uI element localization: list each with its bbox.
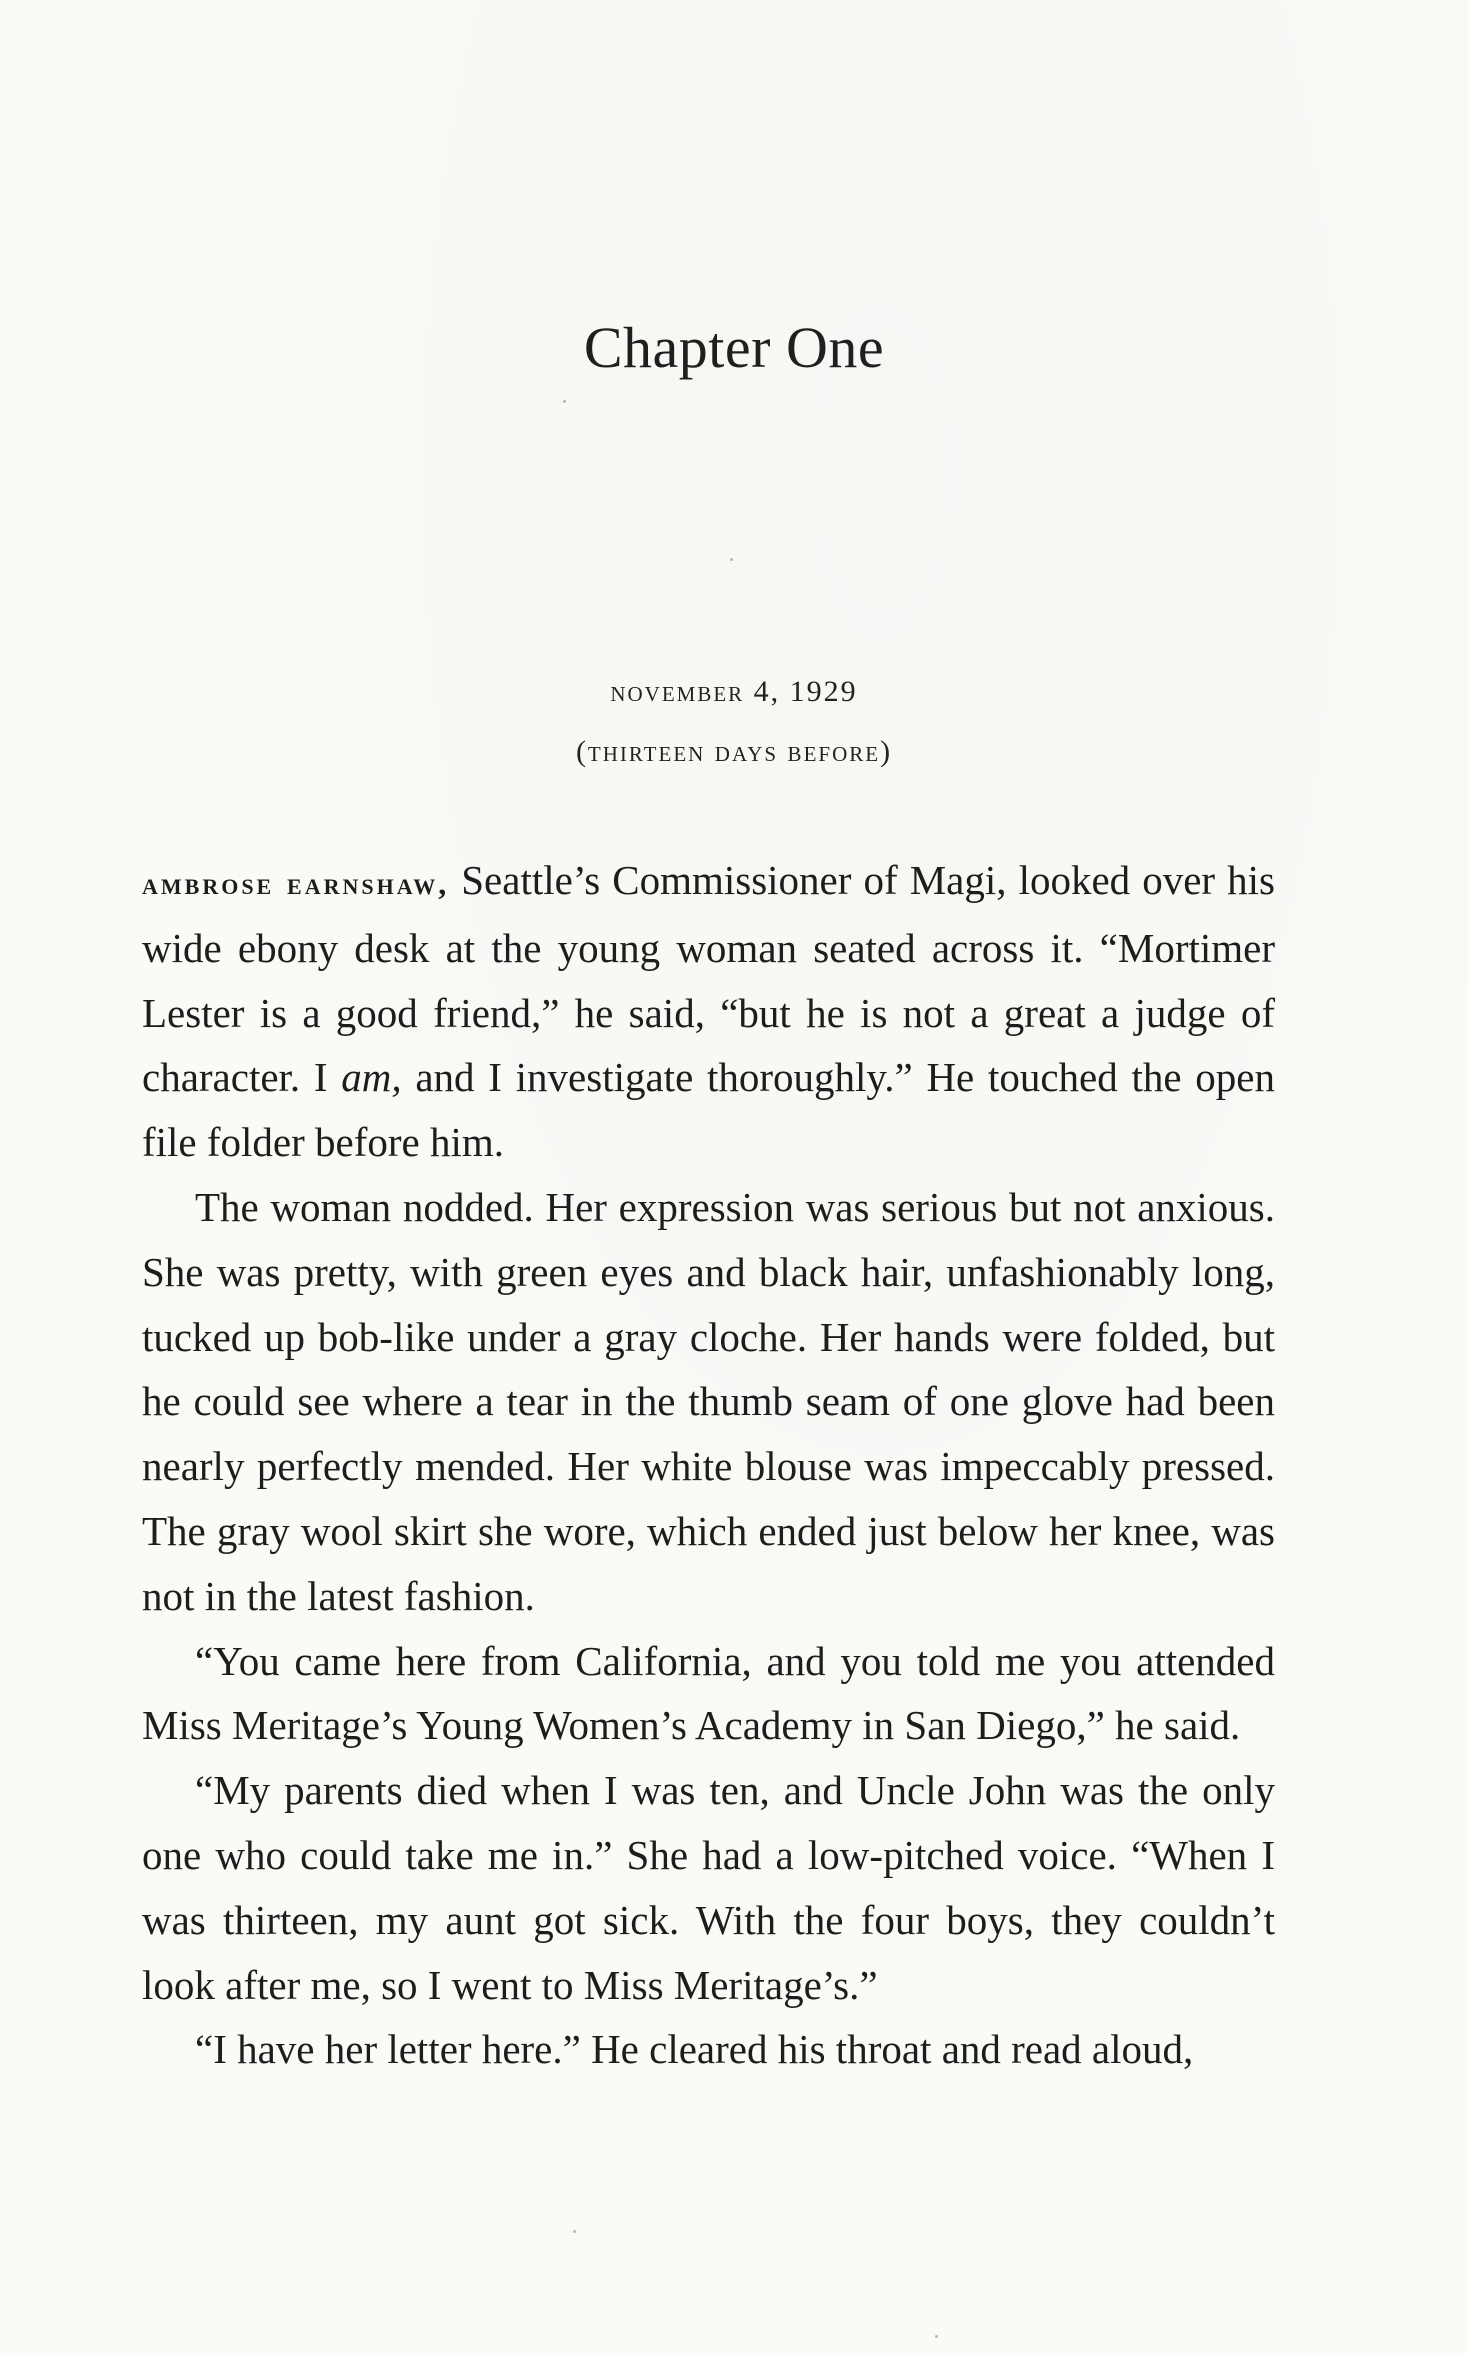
- paper-speck: [573, 2230, 576, 2233]
- paper-speck: [563, 400, 566, 403]
- paper-speck: [935, 2335, 938, 2338]
- paragraph-5: “I have her letter here.” He cleared his throat and read aloud,: [195, 2026, 1194, 2073]
- paragraph-1: [142, 848, 1275, 1175]
- paragraph-4: “My parents died when I was ten, and Uncle John was the only one who could take me in.” She had a low-pitched voice. “When I was thirteen, my aunt got sick. With the four boys, they couldn’t look after me, so I went to Miss Meritage’s.”: [142, 1767, 1275, 2008]
- chapter-body: [142, 848, 1275, 2082]
- dateline-note: (thirteen days before): [575, 735, 893, 768]
- paragraph-1-text: Seattle’s Commissioner of Magi, looked over his wide ebony desk at the young woman seated across it. “Mortimer Lester is a good friend,” he said, “but he is not a great a judge of character. I: [142, 857, 1275, 1101]
- paragraph-1-emphasis: am,: [341, 1054, 402, 1101]
- paper-speck: [730, 558, 733, 561]
- paragraph-2: The woman nodded. Her expression was serious but not anxious. She was pretty, with green eyes and black hair, unfashionably long, tucked up bob-like under a gray cloche. Her hands were folded, but he could see where a tear in the thumb seam of one glove had been nearly perfectly mended. Her white blouse was impeccably pressed. The gray wool skirt she wore, which ended just below her knee, was not in the latest fashion.: [142, 1183, 1275, 1619]
- dateline-date: november 4, 1929: [610, 675, 858, 708]
- paragraph-1-end: and I investigate thoroughly.” He touched the open file folder before him.: [142, 1054, 1275, 1166]
- chapter-title: Chapter One: [583, 315, 885, 380]
- paragraph-3: “You came here from California, and you told me you attended Miss Meritage’s Young Women’s Academy in San Diego,” he said.: [142, 1637, 1275, 1749]
- lead-in-name: ambrose earnshaw,: [142, 865, 450, 901]
